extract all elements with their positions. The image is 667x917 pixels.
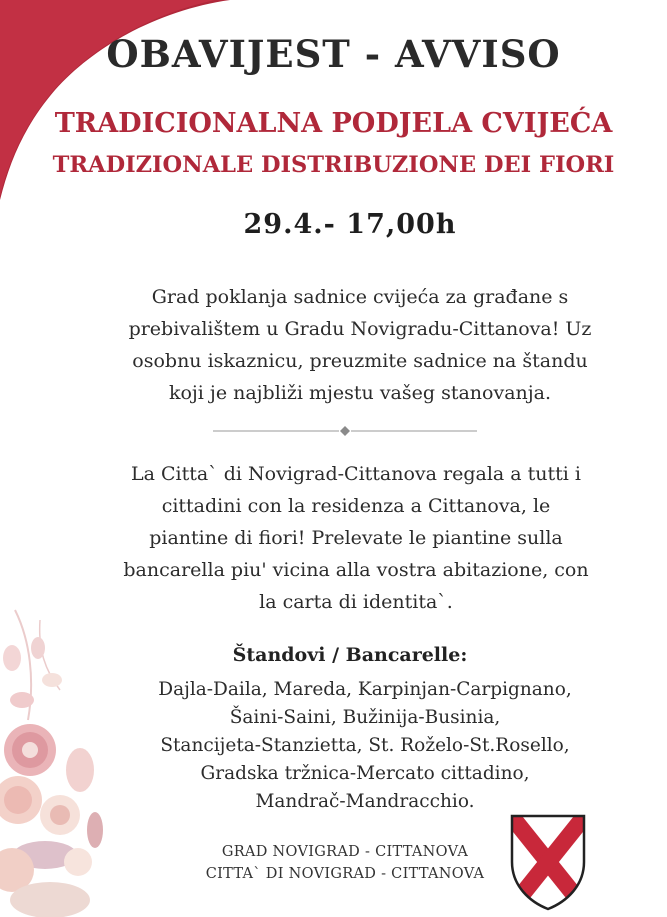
footer-line-italian: CITTA` DI NOVIGRAD - CITTANOVA: [205, 866, 485, 882]
text-line: koji je najbliži mjestu vašeg stanovanja.: [168, 382, 552, 404]
list-item: Stancijeta-Stanzietta, St. Roželo-St.Rosello,: [160, 735, 570, 756]
list-item: Dajla-Daila, Mareda, Karpinjan-Carpignano,: [158, 679, 572, 700]
list-item: Gradska tržnica-Mercato cittadino,: [200, 763, 530, 784]
stands-heading: Štandovi / Bancarelle:: [232, 644, 468, 666]
page-title: OBAVIJEST - AVVISO: [106, 32, 561, 76]
text-line: La Citta` di Novigrad-Cittanova regala a tutti i: [131, 463, 581, 485]
paragraph-croatian: [60, 281, 660, 409]
list-item: Šaini-Saini, Bužinija-Businia,: [229, 707, 501, 728]
ornament-divider: [213, 424, 477, 438]
list-item: Mandrač-Mandracchio.: [255, 791, 475, 812]
floral-decoration: [0, 600, 115, 917]
text-line: prebivalištem u Gradu Novigradu-Cittanova! Uz: [128, 318, 592, 340]
footer-city-name: [175, 841, 515, 885]
text-line: bancarella piu' vicina alla vostra abitazione, con: [123, 559, 589, 581]
text-line: osobnu iskaznicu, preuzmite sadnice na štandu: [132, 350, 588, 372]
coat-of-arms-icon: [508, 812, 588, 912]
subtitle-croatian: TRADICIONALNA PODJELA CVIJEĆA: [54, 108, 613, 139]
stands-list: [110, 676, 620, 816]
text-line: la carta di identita`.: [259, 591, 453, 613]
text-line: piantine di fiori! Prelevate le piantine sulla: [149, 527, 563, 549]
event-date-time: 29.4.- 17,00h: [243, 209, 457, 240]
paragraph-italian: [50, 458, 662, 618]
text-line: cittadini con la residenza a Cittanova, le: [161, 495, 551, 517]
subtitle-italian: TRADIZIONALE DISTRIBUZIONE DEI FIORI: [52, 152, 615, 178]
text-line: Grad poklanja sadnice cvijeća za građane s: [151, 286, 569, 308]
footer-line-croatian: GRAD NOVIGRAD - CITTANOVA: [221, 844, 469, 860]
